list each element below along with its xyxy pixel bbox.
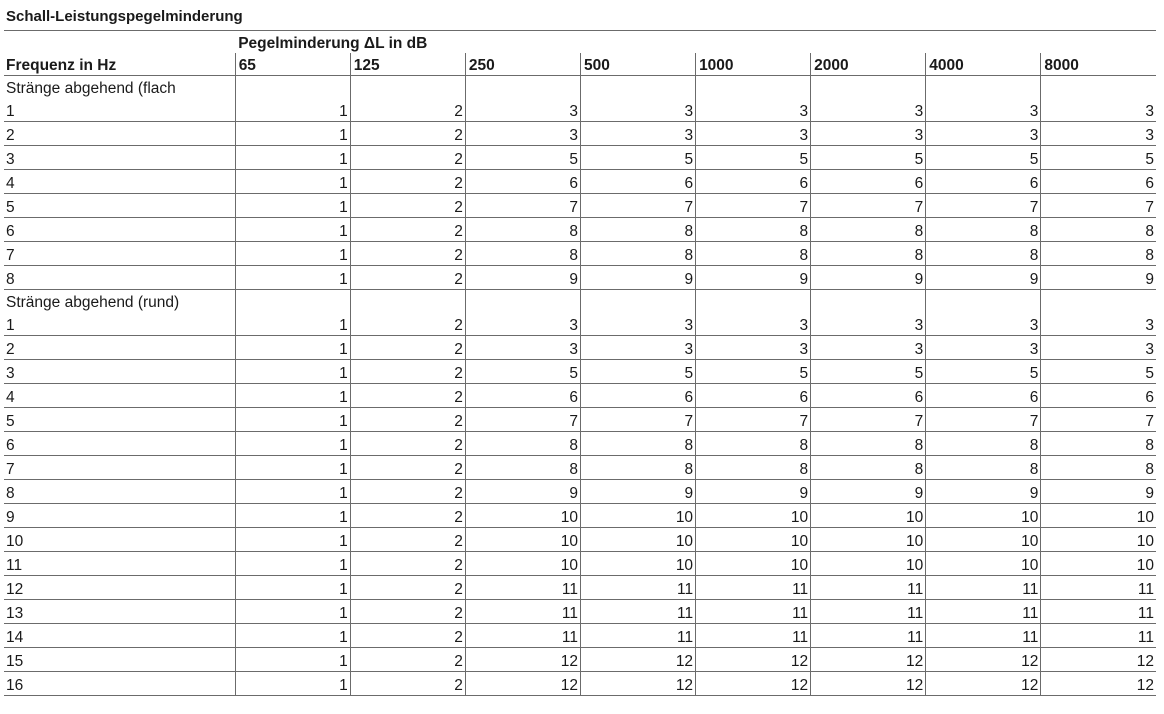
value-cell: 10 xyxy=(580,552,695,576)
table-row xyxy=(4,98,1156,122)
value-cell: 11 xyxy=(811,576,926,600)
value-cell: 2 xyxy=(350,360,465,384)
row-number: 9 xyxy=(4,504,235,528)
value-cell: 10 xyxy=(580,504,695,528)
table-row xyxy=(4,408,1156,432)
value-cell: 10 xyxy=(1041,528,1156,552)
value-cell: 7 xyxy=(465,194,580,218)
value-cell: 3 xyxy=(926,122,1041,146)
value-cell: 11 xyxy=(465,624,580,648)
value-cell: 5 xyxy=(696,360,811,384)
value-cell: 1 xyxy=(235,600,350,624)
value-cell: 12 xyxy=(1041,648,1156,672)
row-number: 5 xyxy=(4,408,235,432)
value-cell: 2 xyxy=(350,552,465,576)
value-cell: 12 xyxy=(1041,672,1156,696)
value-cell: 8 xyxy=(811,432,926,456)
value-cell: 1 xyxy=(235,648,350,672)
table-row xyxy=(4,146,1156,170)
value-cell: 10 xyxy=(465,528,580,552)
value-cell: 7 xyxy=(811,408,926,432)
value-cell: 10 xyxy=(811,504,926,528)
value-cell: 3 xyxy=(580,98,695,122)
value-cell: 10 xyxy=(465,552,580,576)
value-cell: 1 xyxy=(235,456,350,480)
value-cell: 3 xyxy=(926,312,1041,336)
value-cell: 8 xyxy=(465,242,580,266)
row-number: 14 xyxy=(4,624,235,648)
table-row xyxy=(4,242,1156,266)
value-cell: 6 xyxy=(1041,384,1156,408)
value-cell: 11 xyxy=(465,600,580,624)
value-cell: 12 xyxy=(926,672,1041,696)
value-cell: 12 xyxy=(811,648,926,672)
value-cell: 8 xyxy=(811,218,926,242)
value-cell: 6 xyxy=(465,170,580,194)
value-cell: 9 xyxy=(580,266,695,290)
value-cell: 10 xyxy=(1041,552,1156,576)
value-cell: 3 xyxy=(1041,312,1156,336)
value-cell: 9 xyxy=(580,480,695,504)
value-cell: 3 xyxy=(465,98,580,122)
row-number: 15 xyxy=(4,648,235,672)
value-cell: 6 xyxy=(926,384,1041,408)
value-cell: 9 xyxy=(1041,266,1156,290)
value-cell: 5 xyxy=(811,146,926,170)
freq-header-1000: 1000 xyxy=(696,53,811,76)
value-cell: 2 xyxy=(350,504,465,528)
table-row xyxy=(4,336,1156,360)
value-cell: 11 xyxy=(580,624,695,648)
table-row xyxy=(4,552,1156,576)
value-cell: 7 xyxy=(1041,408,1156,432)
value-cell: 2 xyxy=(350,170,465,194)
table-row xyxy=(4,576,1156,600)
value-cell: 8 xyxy=(696,242,811,266)
value-cell: 2 xyxy=(350,122,465,146)
value-cell: 11 xyxy=(1041,576,1156,600)
section-spacer-cell xyxy=(350,76,465,99)
value-cell: 6 xyxy=(696,384,811,408)
row-number: 5 xyxy=(4,194,235,218)
value-cell: 11 xyxy=(1041,624,1156,648)
value-cell: 1 xyxy=(235,122,350,146)
table-row xyxy=(4,266,1156,290)
value-cell: 11 xyxy=(696,600,811,624)
value-cell: 3 xyxy=(926,98,1041,122)
value-cell: 2 xyxy=(350,480,465,504)
value-cell: 8 xyxy=(696,218,811,242)
table-row xyxy=(4,218,1156,242)
value-cell: 6 xyxy=(811,170,926,194)
value-cell: 1 xyxy=(235,266,350,290)
value-cell: 9 xyxy=(811,480,926,504)
value-cell: 3 xyxy=(696,98,811,122)
value-cell: 10 xyxy=(696,552,811,576)
value-cell: 10 xyxy=(1041,504,1156,528)
freq-header-8000: 8000 xyxy=(1041,53,1156,76)
value-cell: 11 xyxy=(926,624,1041,648)
row-number: 11 xyxy=(4,552,235,576)
table-row xyxy=(4,194,1156,218)
section-spacer-cell xyxy=(235,76,350,99)
section-spacer-cell xyxy=(926,76,1041,99)
value-cell: 6 xyxy=(811,384,926,408)
value-cell: 2 xyxy=(350,432,465,456)
value-cell: 5 xyxy=(926,360,1041,384)
value-cell: 11 xyxy=(580,576,695,600)
value-cell: 3 xyxy=(811,312,926,336)
value-cell: 8 xyxy=(1041,432,1156,456)
row-number: 10 xyxy=(4,528,235,552)
value-cell: 1 xyxy=(235,672,350,696)
value-cell: 3 xyxy=(1041,336,1156,360)
section-spacer-cell xyxy=(926,290,1041,313)
value-cell: 7 xyxy=(811,194,926,218)
table-row xyxy=(4,600,1156,624)
section-label: Stränge abgehend (rund) xyxy=(4,290,235,313)
value-cell: 12 xyxy=(580,648,695,672)
value-cell: 1 xyxy=(235,218,350,242)
header-row-group xyxy=(4,31,1156,54)
section-spacer-cell xyxy=(465,290,580,313)
row-number: 3 xyxy=(4,146,235,170)
section-spacer-cell xyxy=(235,290,350,313)
value-cell: 7 xyxy=(580,194,695,218)
value-cell: 2 xyxy=(350,194,465,218)
value-cell: 11 xyxy=(696,624,811,648)
value-cell: 5 xyxy=(1041,146,1156,170)
value-cell: 10 xyxy=(465,504,580,528)
value-cell: 2 xyxy=(350,600,465,624)
section-spacer-cell xyxy=(811,290,926,313)
value-cell: 10 xyxy=(811,552,926,576)
value-cell: 12 xyxy=(580,672,695,696)
value-cell: 1 xyxy=(235,146,350,170)
value-cell: 7 xyxy=(926,408,1041,432)
freq-header-4000: 4000 xyxy=(926,53,1041,76)
section-spacer-cell xyxy=(465,76,580,99)
value-cell: 11 xyxy=(696,576,811,600)
value-cell: 8 xyxy=(811,456,926,480)
value-cell: 6 xyxy=(465,384,580,408)
value-cell: 7 xyxy=(696,408,811,432)
value-cell: 10 xyxy=(696,504,811,528)
value-cell: 11 xyxy=(811,600,926,624)
value-cell: 6 xyxy=(580,170,695,194)
table-row xyxy=(4,528,1156,552)
value-cell: 10 xyxy=(811,528,926,552)
group-header: Pegelminderung ΔL in dB xyxy=(235,31,1156,54)
value-cell: 2 xyxy=(350,384,465,408)
value-cell: 11 xyxy=(926,600,1041,624)
value-cell: 3 xyxy=(1041,122,1156,146)
table-row xyxy=(4,504,1156,528)
row-number: 4 xyxy=(4,384,235,408)
value-cell: 1 xyxy=(235,360,350,384)
value-cell: 2 xyxy=(350,456,465,480)
row-header-label: Frequenz in Hz xyxy=(6,57,117,74)
table-title: Schall-Leistungspegelminderung xyxy=(6,8,243,25)
value-cell: 3 xyxy=(926,336,1041,360)
value-cell: 2 xyxy=(350,336,465,360)
value-cell: 6 xyxy=(580,384,695,408)
value-cell: 1 xyxy=(235,552,350,576)
value-cell: 8 xyxy=(1041,218,1156,242)
value-cell: 1 xyxy=(235,312,350,336)
value-cell: 1 xyxy=(235,98,350,122)
section-header-row xyxy=(4,76,1156,99)
value-cell: 5 xyxy=(696,146,811,170)
value-cell: 1 xyxy=(235,624,350,648)
table-row xyxy=(4,432,1156,456)
value-cell: 7 xyxy=(465,408,580,432)
value-cell: 1 xyxy=(235,432,350,456)
value-cell: 3 xyxy=(811,336,926,360)
value-cell: 8 xyxy=(465,456,580,480)
table-body xyxy=(4,31,1156,696)
value-cell: 5 xyxy=(580,360,695,384)
value-cell: 1 xyxy=(235,576,350,600)
table-row xyxy=(4,360,1156,384)
value-cell: 2 xyxy=(350,266,465,290)
value-cell: 7 xyxy=(696,194,811,218)
value-cell: 12 xyxy=(696,672,811,696)
value-cell: 1 xyxy=(235,528,350,552)
row-number: 6 xyxy=(4,432,235,456)
value-cell: 6 xyxy=(696,170,811,194)
value-cell: 2 xyxy=(350,624,465,648)
row-number: 4 xyxy=(4,170,235,194)
value-cell: 5 xyxy=(580,146,695,170)
row-number: 1 xyxy=(6,103,15,120)
table-row xyxy=(4,312,1156,336)
value-cell: 2 xyxy=(350,218,465,242)
value-cell: 7 xyxy=(926,194,1041,218)
value-cell: 2 xyxy=(350,528,465,552)
value-cell: 11 xyxy=(1041,600,1156,624)
table-row xyxy=(4,480,1156,504)
value-cell: 8 xyxy=(580,242,695,266)
section-label: Stränge abgehend (flach xyxy=(4,76,235,99)
value-cell: 10 xyxy=(926,528,1041,552)
value-cell: 8 xyxy=(926,432,1041,456)
value-cell: 10 xyxy=(580,528,695,552)
table-row xyxy=(4,122,1156,146)
value-cell: 2 xyxy=(350,576,465,600)
value-cell: 8 xyxy=(926,242,1041,266)
row-number: 1 xyxy=(6,317,15,334)
row-number: 2 xyxy=(4,336,235,360)
value-cell: 1 xyxy=(235,504,350,528)
value-cell: 12 xyxy=(696,648,811,672)
section-spacer-cell xyxy=(696,290,811,313)
header-row-frequencies xyxy=(4,53,1156,76)
section-header-row xyxy=(4,290,1156,313)
value-cell: 2 xyxy=(350,146,465,170)
value-cell: 3 xyxy=(696,336,811,360)
value-cell: 8 xyxy=(926,218,1041,242)
value-cell: 12 xyxy=(465,648,580,672)
value-cell: 5 xyxy=(1041,360,1156,384)
value-cell: 8 xyxy=(696,456,811,480)
header-corner xyxy=(4,31,235,54)
value-cell: 10 xyxy=(926,552,1041,576)
value-cell: 9 xyxy=(926,266,1041,290)
freq-header-65: 65 xyxy=(235,53,350,76)
value-cell: 3 xyxy=(465,122,580,146)
value-cell: 11 xyxy=(580,600,695,624)
attenuation-table xyxy=(4,30,1156,696)
value-cell: 8 xyxy=(811,242,926,266)
section-spacer-cell xyxy=(696,76,811,99)
value-cell: 2 xyxy=(350,648,465,672)
value-cell: 9 xyxy=(811,266,926,290)
value-cell: 2 xyxy=(350,312,465,336)
value-cell: 8 xyxy=(580,432,695,456)
value-cell: 5 xyxy=(811,360,926,384)
value-cell: 11 xyxy=(811,624,926,648)
value-cell: 7 xyxy=(580,408,695,432)
section-spacer-cell xyxy=(350,290,465,313)
row-number: 7 xyxy=(4,456,235,480)
value-cell: 9 xyxy=(696,480,811,504)
row-number: 8 xyxy=(4,266,235,290)
value-cell: 6 xyxy=(1041,170,1156,194)
table-row xyxy=(4,648,1156,672)
value-cell: 12 xyxy=(465,672,580,696)
section-spacer-cell xyxy=(811,76,926,99)
value-cell: 9 xyxy=(465,480,580,504)
value-cell: 3 xyxy=(696,122,811,146)
row-number: 6 xyxy=(4,218,235,242)
value-cell: 9 xyxy=(1041,480,1156,504)
row-number: 12 xyxy=(4,576,235,600)
value-cell: 3 xyxy=(811,98,926,122)
table-row xyxy=(4,170,1156,194)
value-cell: 3 xyxy=(696,312,811,336)
row-number: 8 xyxy=(4,480,235,504)
value-cell: 7 xyxy=(1041,194,1156,218)
section-spacer-cell xyxy=(1041,290,1156,313)
value-cell: 11 xyxy=(465,576,580,600)
value-cell: 3 xyxy=(811,122,926,146)
value-cell: 3 xyxy=(465,312,580,336)
value-cell: 9 xyxy=(465,266,580,290)
row-number: 2 xyxy=(4,122,235,146)
value-cell: 2 xyxy=(350,242,465,266)
value-cell: 1 xyxy=(235,480,350,504)
row-number: 16 xyxy=(4,672,235,696)
section-spacer-cell xyxy=(1041,76,1156,99)
value-cell: 8 xyxy=(465,432,580,456)
value-cell: 5 xyxy=(465,360,580,384)
value-cell: 11 xyxy=(926,576,1041,600)
section-spacer-cell xyxy=(580,290,695,313)
value-cell: 5 xyxy=(926,146,1041,170)
value-cell: 12 xyxy=(926,648,1041,672)
value-cell: 1 xyxy=(235,194,350,218)
table-row xyxy=(4,672,1156,696)
section-spacer-cell xyxy=(580,76,695,99)
value-cell: 8 xyxy=(1041,456,1156,480)
value-cell: 3 xyxy=(1041,98,1156,122)
value-cell: 3 xyxy=(580,312,695,336)
value-cell: 1 xyxy=(235,336,350,360)
value-cell: 1 xyxy=(235,170,350,194)
value-cell: 3 xyxy=(580,336,695,360)
value-cell: 8 xyxy=(1041,242,1156,266)
value-cell: 2 xyxy=(350,98,465,122)
value-cell: 2 xyxy=(350,672,465,696)
freq-header-125: 125 xyxy=(350,53,465,76)
value-cell: 1 xyxy=(235,242,350,266)
value-cell: 8 xyxy=(696,432,811,456)
value-cell: 12 xyxy=(811,672,926,696)
row-number: 3 xyxy=(4,360,235,384)
table-row xyxy=(4,456,1156,480)
value-cell: 8 xyxy=(465,218,580,242)
value-cell: 5 xyxy=(465,146,580,170)
table-row xyxy=(4,624,1156,648)
value-cell: 6 xyxy=(926,170,1041,194)
value-cell: 10 xyxy=(926,504,1041,528)
value-cell: 8 xyxy=(580,218,695,242)
value-cell: 3 xyxy=(580,122,695,146)
value-cell: 2 xyxy=(350,408,465,432)
row-number: 7 xyxy=(4,242,235,266)
value-cell: 8 xyxy=(580,456,695,480)
table-row xyxy=(4,384,1156,408)
value-cell: 8 xyxy=(926,456,1041,480)
freq-header-2000: 2000 xyxy=(811,53,926,76)
value-cell: 9 xyxy=(696,266,811,290)
value-cell: 1 xyxy=(235,384,350,408)
row-number: 13 xyxy=(4,600,235,624)
freq-header-250: 250 xyxy=(465,53,580,76)
value-cell: 3 xyxy=(465,336,580,360)
value-cell: 9 xyxy=(926,480,1041,504)
freq-header-500: 500 xyxy=(580,53,695,76)
value-cell: 10 xyxy=(696,528,811,552)
value-cell: 1 xyxy=(235,408,350,432)
